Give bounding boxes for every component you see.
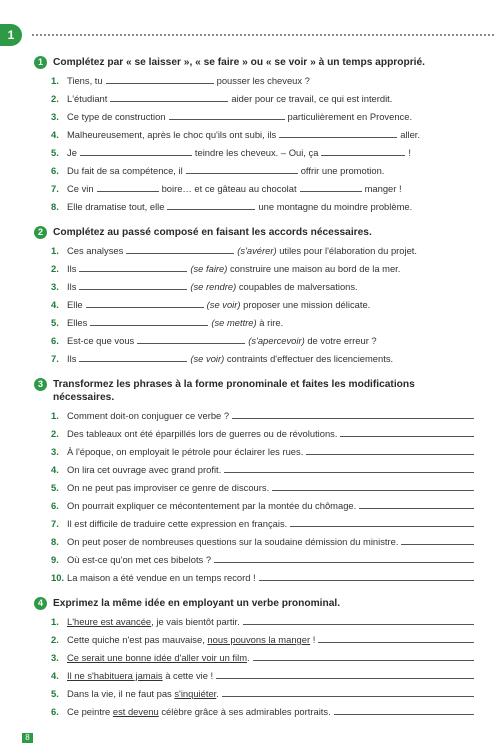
exercise-item — [51, 461, 474, 479]
item-text: Ce vin — [67, 183, 94, 194]
item-number: 1. — [51, 75, 59, 86]
answer-line[interactable] — [232, 409, 474, 419]
item-number: 4. — [51, 299, 59, 310]
item-text: Elle dramatise tout, elle — [67, 201, 165, 212]
item-text: Des tableaux ont été éparpillés lors de guerres ou de révolutions. — [67, 428, 338, 439]
item-text: Tiens, tu — [67, 75, 103, 86]
exercise-title: Complétez au passé composé en faisant les accords nécessaires. — [53, 227, 372, 238]
exercise-page — [34, 56, 474, 731]
item-number: 2. — [51, 93, 59, 104]
answer-line[interactable] — [318, 633, 474, 643]
verb-hint: (se voir) — [190, 353, 225, 364]
item-number: 1. — [51, 245, 59, 256]
item-text: Ils — [67, 353, 77, 364]
exercise-item — [51, 649, 474, 667]
item-number: 5. — [51, 688, 59, 699]
exercise-item — [51, 443, 474, 461]
exercise-item — [51, 479, 474, 497]
item-number: 7. — [51, 518, 59, 529]
item-text: construire une maison au bord de la mer. — [229, 263, 401, 274]
item-text: Du fait de sa compétence, il — [67, 165, 183, 176]
text-segment: . — [216, 688, 219, 699]
exercise-number-badge: 1 — [34, 56, 47, 69]
item-text: Ce type de construction — [67, 111, 166, 122]
item-text — [67, 613, 240, 631]
answer-blank[interactable] — [110, 92, 228, 102]
answer-line[interactable] — [214, 553, 474, 563]
item-text — [67, 667, 213, 685]
item-number: 6. — [51, 335, 59, 346]
exercise-item — [51, 667, 474, 685]
item-number: 6. — [51, 706, 59, 717]
item-number: 5. — [51, 317, 59, 328]
answer-blank[interactable] — [86, 298, 204, 308]
text-segment: . — [247, 652, 250, 663]
item-text: À l'époque, on employait le pétrole pour éclairer les rues. — [67, 446, 304, 457]
verb-hint: (s'avérer) — [237, 245, 277, 256]
exercise-item — [51, 631, 474, 649]
item-number: 1. — [51, 410, 59, 421]
item-text — [67, 703, 331, 721]
item-text: une montagne du moindre problème. — [258, 201, 413, 212]
answer-line[interactable] — [222, 687, 474, 697]
exercise-item — [51, 703, 474, 721]
exercise-item — [51, 314, 474, 332]
item-text: pousser les cheveux ? — [216, 75, 310, 86]
item-text: Je — [67, 147, 77, 158]
answer-blank[interactable] — [279, 128, 397, 138]
answer-blank[interactable] — [137, 334, 245, 344]
answer-line[interactable] — [272, 481, 474, 491]
item-text: Où est-ce qu'on met ces bibelots ? — [67, 554, 212, 565]
item-text: On peut poser de nombreuses questions sur la soudaine démission du ministre. — [67, 536, 399, 547]
item-text: contraints d'effectuer des licenciements. — [226, 353, 394, 364]
underlined-phrase: nous pouvons la manger — [207, 634, 311, 645]
exercise-item — [51, 278, 474, 296]
exercise-4 — [34, 597, 474, 721]
answer-line[interactable] — [216, 669, 474, 679]
exercise-item — [51, 407, 474, 425]
answer-line[interactable] — [290, 517, 474, 527]
exercise-item — [51, 569, 474, 587]
exercise-item — [51, 72, 474, 90]
verb-hint: (s'apercevoir) — [248, 335, 305, 346]
item-number: 8. — [51, 201, 59, 212]
underlined-phrase: s'inquiéter — [174, 688, 217, 699]
exercise-title: Transformez les phrases à la forme pronominale et faites les modifications nécessaires. — [53, 379, 415, 403]
text-segment: Cette quiche n'est pas mauvaise, — [67, 634, 208, 645]
item-text: On lira cet ouvrage avec grand profit. — [67, 464, 222, 475]
item-number: 1. — [51, 616, 59, 627]
answer-line[interactable] — [224, 463, 474, 473]
item-number: 4. — [51, 670, 59, 681]
text-segment: célèbre grâce à ses admirables portraits. — [158, 706, 331, 717]
answer-blank[interactable] — [300, 182, 362, 192]
page-number-badge: 8 — [22, 733, 33, 743]
item-text: utiles pour l'élaboration du projet. — [279, 245, 418, 256]
item-text: coupables de malversations. — [238, 281, 358, 292]
answer-line[interactable] — [259, 571, 474, 581]
item-text: manger ! — [364, 183, 402, 194]
item-number: 2. — [51, 428, 59, 439]
exercise-item — [51, 497, 474, 515]
underlined-phrase: L'heure est avancée — [67, 616, 152, 627]
item-number: 3. — [51, 446, 59, 457]
exercise-item — [51, 180, 474, 198]
answer-blank[interactable] — [106, 74, 214, 84]
item-text: aider pour ce travail, ce qui est interdit. — [231, 93, 393, 104]
item-number: 5. — [51, 147, 59, 158]
answer-line[interactable] — [334, 705, 474, 715]
answer-line[interactable] — [401, 535, 474, 545]
exercise-3 — [34, 378, 474, 587]
item-text — [67, 649, 250, 667]
answer-line[interactable] — [306, 445, 474, 455]
verb-hint: (se faire) — [190, 263, 228, 274]
text-segment: , je vais bientôt partir. — [151, 616, 240, 627]
exercise-2 — [34, 226, 474, 368]
exercise-item — [51, 685, 474, 703]
exercise-1 — [34, 56, 474, 216]
answer-blank[interactable] — [79, 280, 187, 290]
exercise-item — [51, 551, 474, 569]
item-number: 10. — [51, 572, 65, 583]
answer-blank[interactable] — [186, 164, 298, 174]
exercise-item — [51, 242, 474, 260]
item-text: On ne peut pas improviser ce genre de discours. — [67, 482, 270, 493]
exercise-number-badge: 3 — [34, 378, 47, 391]
answer-line[interactable] — [253, 651, 474, 661]
exercise-title: Complétez par « se laisser », « se faire » ou « se voir » à un temps approprié. — [53, 57, 425, 68]
exercise-item — [51, 108, 474, 126]
answer-blank[interactable] — [321, 146, 405, 156]
item-text: Ils — [67, 263, 77, 274]
verb-hint: (se mettre) — [211, 317, 257, 328]
item-text: L'étudiant — [67, 93, 108, 104]
item-number: 3. — [51, 652, 59, 663]
text-segment: ! — [310, 634, 316, 645]
verb-hint: (se rendre) — [190, 281, 237, 292]
answer-blank[interactable] — [97, 182, 159, 192]
item-text: Il est difficile de traduire cette expression en français. — [67, 518, 288, 529]
exercise-item — [51, 425, 474, 443]
header-dotted-rule — [32, 34, 494, 36]
item-text: de votre erreur ? — [307, 335, 377, 346]
item-text: La maison a été vendue en un temps record ! — [67, 572, 256, 583]
item-number: 6. — [51, 500, 59, 511]
exercise-item — [51, 162, 474, 180]
answer-blank[interactable] — [80, 146, 192, 156]
answer-blank[interactable] — [79, 262, 187, 272]
underlined-phrase: Ce serait une bonne idée d'aller voir un film — [67, 652, 248, 663]
exercise-number-badge: 4 — [34, 597, 47, 610]
item-text — [67, 685, 219, 703]
exercise-item — [51, 533, 474, 551]
item-number: 6. — [51, 165, 59, 176]
exercise-item — [51, 126, 474, 144]
answer-blank[interactable] — [79, 352, 187, 362]
item-text: proposer une mission délicate. — [243, 299, 371, 310]
answer-line[interactable] — [359, 499, 474, 509]
item-number: 2. — [51, 263, 59, 274]
chapter-tab: 1 — [0, 24, 22, 46]
item-number: 7. — [51, 183, 59, 194]
item-text: On pourrait expliquer ce mécontentement par la montée du chômage. — [67, 500, 357, 511]
item-text: offrir une promotion. — [300, 165, 385, 176]
item-text — [67, 631, 315, 649]
item-text: Est-ce que vous — [67, 335, 135, 346]
item-text: Elles — [67, 317, 88, 328]
item-text: à rire. — [259, 317, 284, 328]
verb-hint: (se voir) — [206, 299, 241, 310]
answer-blank[interactable] — [90, 316, 208, 326]
item-number: 4. — [51, 129, 59, 140]
text-segment: à cette vie ! — [162, 670, 214, 681]
answer-line[interactable] — [340, 427, 474, 437]
underlined-phrase: est devenu — [112, 706, 159, 717]
item-number: 4. — [51, 464, 59, 475]
text-segment: Dans la vie, il ne faut pas — [67, 688, 175, 699]
answer-blank[interactable] — [126, 244, 234, 254]
answer-line[interactable] — [243, 615, 474, 625]
item-number: 8. — [51, 536, 59, 547]
item-number: 3. — [51, 111, 59, 122]
exercise-item — [51, 350, 474, 368]
underlined-phrase: Il ne s'habituera jamais — [67, 670, 163, 681]
exercise-item — [51, 144, 474, 162]
item-text: particulièrement en Provence. — [287, 111, 413, 122]
exercise-item — [51, 332, 474, 350]
exercise-title: Exprimez la même idée en employant un verbe pronominal. — [53, 598, 341, 609]
exercise-item — [51, 90, 474, 108]
item-text: Malheureusement, après le choc qu'ils ont subi, ils — [67, 129, 277, 140]
answer-blank[interactable] — [167, 200, 255, 210]
exercise-item — [51, 198, 474, 216]
item-text: teindre les cheveux. – Oui, ça — [194, 147, 319, 158]
item-text: Comment doit-on conjuguer ce verbe ? — [67, 410, 230, 421]
exercise-item — [51, 260, 474, 278]
item-text: Elle — [67, 299, 83, 310]
item-number: 7. — [51, 353, 59, 364]
item-text: Ils — [67, 281, 77, 292]
item-number: 2. — [51, 634, 59, 645]
item-text: boire… et ce gâteau au chocolat — [161, 183, 297, 194]
item-text: Ces analyses — [67, 245, 124, 256]
exercise-item — [51, 515, 474, 533]
item-text: aller. — [400, 129, 421, 140]
text-segment: Ce peintre — [67, 706, 113, 717]
item-number: 3. — [51, 281, 59, 292]
answer-blank[interactable] — [169, 110, 285, 120]
item-text: ! — [408, 147, 412, 158]
exercise-number-badge: 2 — [34, 226, 47, 239]
item-number: 5. — [51, 482, 59, 493]
exercise-item — [51, 613, 474, 631]
exercise-item — [51, 296, 474, 314]
item-number: 9. — [51, 554, 59, 565]
